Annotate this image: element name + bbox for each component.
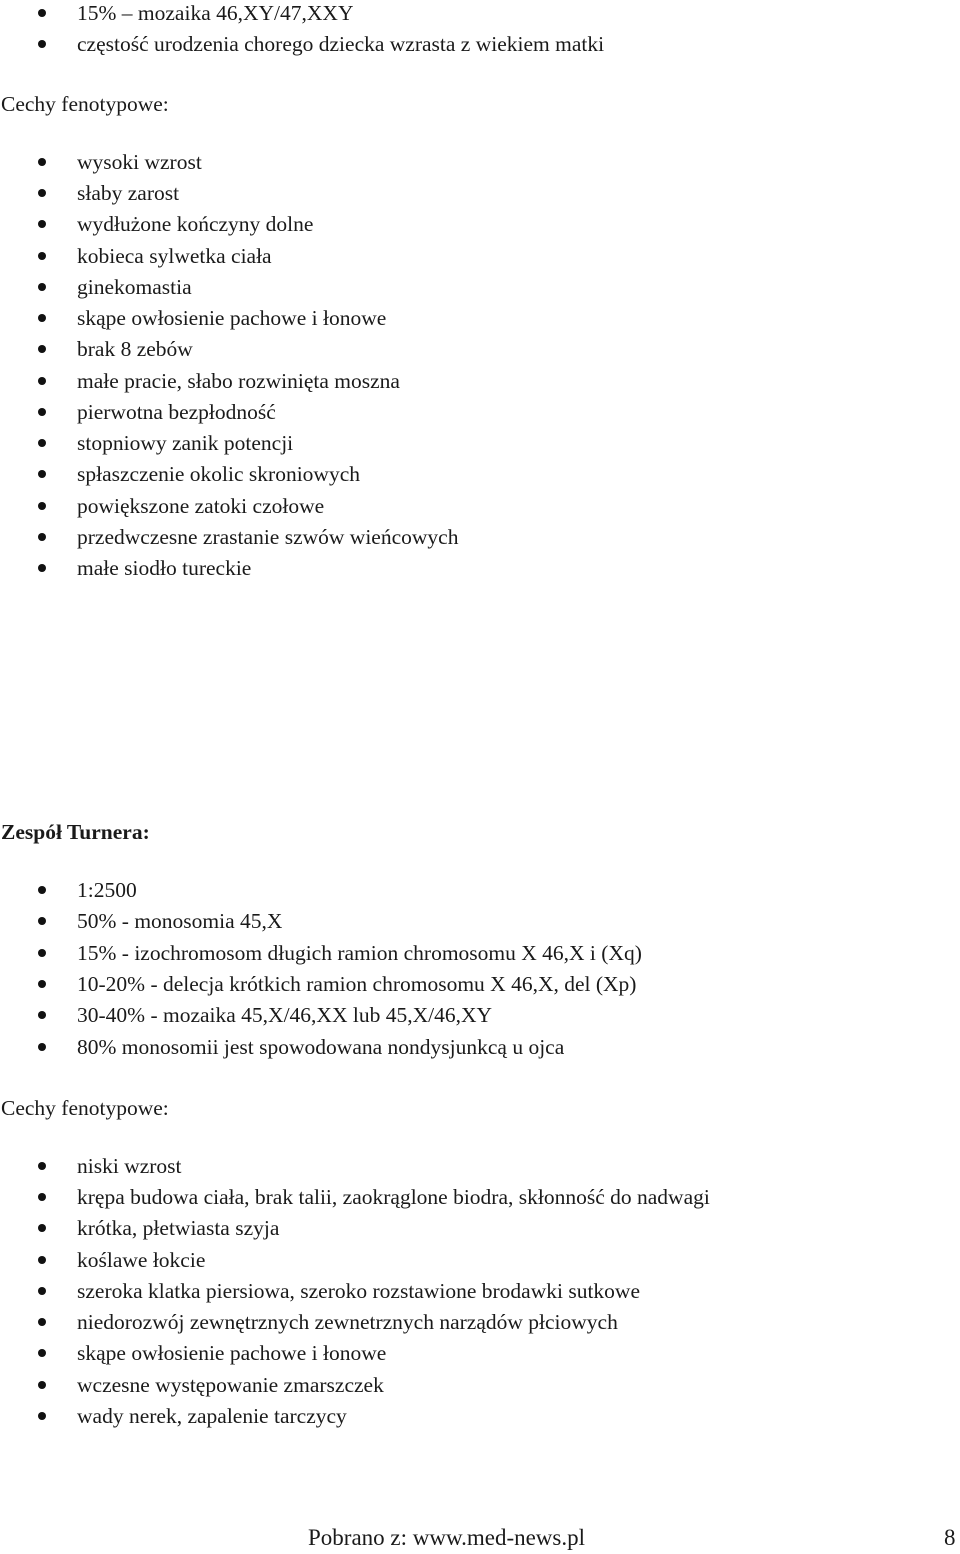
list-item: niski wzrost [77, 1154, 182, 1178]
list-item: częstość urodzenia chorego dziecka wzrasta z wiekiem matki [77, 32, 605, 56]
list-item: słaby zarost [77, 181, 180, 205]
bullet-icon [38, 1349, 46, 1357]
bullet-icon [38, 1193, 46, 1201]
bullet-icon [38, 1224, 46, 1232]
list-item: spłaszczenie okolic skroniowych [77, 462, 360, 486]
bullet-icon [38, 189, 46, 197]
bullet-icon [38, 1256, 46, 1264]
list-item: ginekomastia [77, 275, 192, 299]
bullet-icon [38, 1287, 46, 1295]
list-item: wczesne występowanie zmarszczek [77, 1373, 384, 1397]
list-item: 80% monosomii jest spowodowana nondysjunkcą u ojca [77, 1035, 565, 1059]
list-item: krótka, płetwiasta szyja [77, 1216, 280, 1240]
bullet-icon [38, 158, 46, 166]
list-item: krępa budowa ciała, brak talii, zaokrąglone biodra, skłonność do nadwagi [77, 1185, 710, 1209]
bullet-icon [38, 1318, 46, 1326]
bullet-icon [38, 1011, 46, 1019]
bullet-icon [38, 886, 46, 894]
list-item: stopniowy zanik potencji [77, 431, 294, 455]
bullet-icon [38, 980, 46, 988]
list-item: małe siodło tureckie [77, 556, 252, 580]
bullet-icon [38, 1381, 46, 1389]
list-item: 15% – mozaika 46,XY/47,XXY [77, 1, 354, 25]
bullet-icon [38, 314, 46, 322]
bullet-icon [38, 949, 46, 957]
list-item: wysoki wzrost [77, 150, 202, 174]
list-item: szeroka klatka piersiowa, szeroko rozstawione brodawki sutkowe [77, 1279, 640, 1303]
list-item: 1:2500 [77, 878, 137, 902]
list-item: 15% - izochromosom długich ramion chromosomu X 46,X i (Xq) [77, 941, 642, 965]
list-item: 50% - monosomia 45,X [77, 909, 283, 933]
list-item: 30-40% - mozaika 45,X/46,XX lub 45,X/46,XY [77, 1003, 493, 1027]
phenotype-label: Cechy fenotypowe: [1, 1096, 169, 1120]
list-item: wady nerek, zapalenie tarczycy [77, 1404, 347, 1428]
list-item: małe pracie, słabo rozwinięta moszna [77, 369, 400, 393]
list-item: przedwczesne zrastanie szwów wieńcowych [77, 525, 459, 549]
phenotype-label: Cechy fenotypowe: [1, 92, 169, 116]
list-item: niedorozwój zewnętrznych zewnetrznych narządów płciowych [77, 1310, 618, 1334]
bullet-icon [38, 220, 46, 228]
bullet-icon [38, 917, 46, 925]
bullet-icon [38, 439, 46, 447]
bullet-icon [38, 377, 46, 385]
list-item: skąpe owłosienie pachowe i łonowe [77, 1341, 387, 1365]
bullet-icon [38, 502, 46, 510]
bullet-icon [38, 564, 46, 572]
page-number: 8 [944, 1525, 956, 1550]
bullet-icon [38, 408, 46, 416]
bullet-icon [38, 470, 46, 478]
list-item: brak 8 zebów [77, 337, 193, 361]
bullet-icon [38, 1412, 46, 1420]
list-item: 10-20% - delecja krótkich ramion chromosomu X 46,X, del (Xp) [77, 972, 637, 996]
bullet-icon [38, 40, 46, 48]
bullet-icon [38, 533, 46, 541]
bullet-icon [38, 1162, 46, 1170]
list-item: pierwotna bezpłodność [77, 400, 276, 424]
list-item: powiększone zatoki czołowe [77, 494, 325, 518]
bullet-icon [38, 283, 46, 291]
bullet-icon [38, 345, 46, 353]
list-item: skąpe owłosienie pachowe i łonowe [77, 306, 387, 330]
list-item: kobieca sylwetka ciała [77, 244, 272, 268]
footer-source: Pobrano z: www.med-news.pl [308, 1525, 586, 1550]
list-item: koślawe łokcie [77, 1248, 206, 1272]
bullet-icon [38, 9, 46, 17]
bullet-icon [38, 252, 46, 260]
list-item: wydłużone kończyny dolne [77, 212, 314, 236]
bullet-icon [38, 1043, 46, 1051]
section-heading: Zespół Turnera: [1, 820, 150, 844]
